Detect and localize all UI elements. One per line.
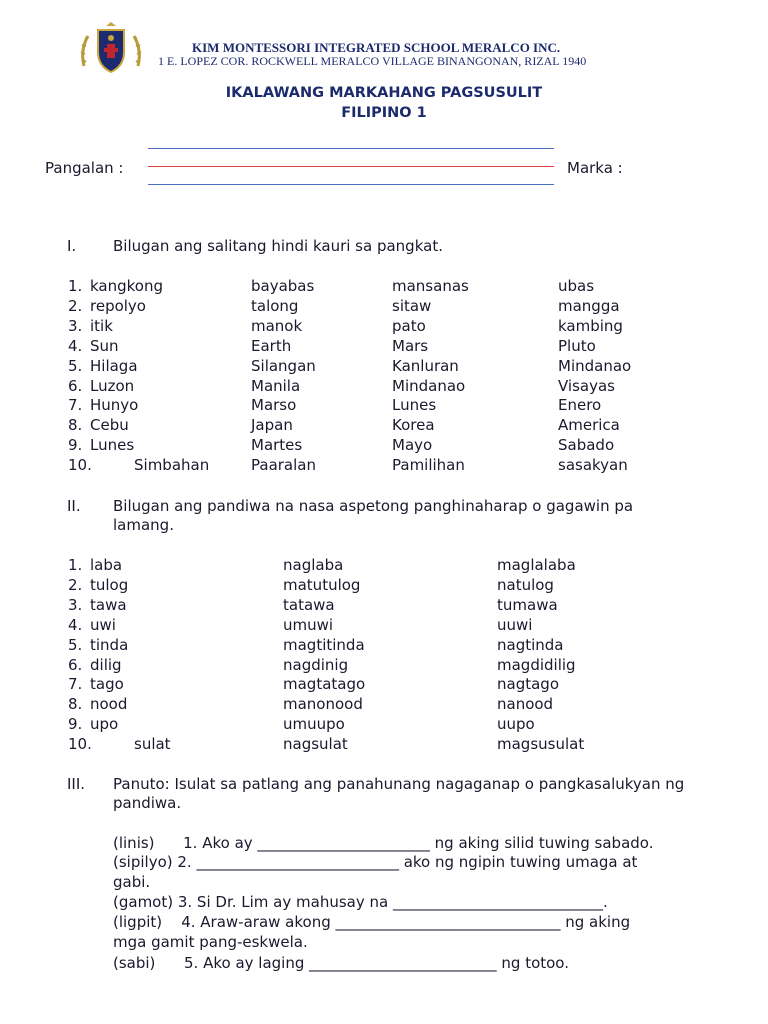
section2-choice[interactable]: umuupo	[283, 715, 345, 734]
section1-choice[interactable]: pato	[392, 316, 426, 335]
fill-item-2-continuation: gabi.	[113, 873, 151, 891]
section1-choice[interactable]: kangkong	[90, 277, 164, 295]
section1-choice[interactable]: Marso	[251, 396, 297, 415]
section3-instruction-line2: pandiwa.	[113, 794, 182, 812]
score-label: Marka :	[567, 159, 623, 177]
fill-item-2[interactable]: (sipilyo) 2. ___________________________ ako ng ngipin tuwing umaga at	[113, 853, 638, 871]
section2-item-number: 6.	[68, 655, 83, 674]
section2-item-number: 7.	[68, 675, 83, 694]
section1-choice[interactable]: Lunes	[392, 396, 437, 415]
section1-number: I.	[67, 237, 77, 255]
section2-choice[interactable]: manonood	[283, 695, 363, 714]
section1-choice[interactable]: Mindanao	[392, 376, 466, 395]
section1-item-number: 5.	[68, 356, 83, 375]
section2-choice[interactable]: matutulog	[283, 575, 361, 594]
section2-choice[interactable]: naglaba	[283, 556, 344, 574]
exam-title: IKALAWANG MARKAHANG PAGSUSULIT	[225, 85, 543, 101]
section1-choice[interactable]: mansanas	[392, 277, 469, 295]
section2-instruction-line2: lamang.	[113, 516, 174, 534]
section1-choice[interactable]: Mars	[392, 336, 429, 355]
name-line-bottom	[148, 184, 554, 185]
section1-choice[interactable]: sasakyan	[558, 456, 628, 475]
fill-item-4-continuation: mga gamit pang-eskwela.	[113, 933, 308, 951]
section2-choice[interactable]: magtitinda	[283, 635, 365, 654]
section2-choice[interactable]: tulog	[90, 575, 129, 594]
section2-choice[interactable]: tawa	[90, 595, 127, 614]
section2-choice[interactable]: magdidilig	[497, 655, 576, 674]
school-name: KIM MONTESSORI INTEGRATED SCHOOL MERALCO INC.	[192, 40, 561, 55]
section1-item-number: 1.	[68, 277, 83, 295]
section1-choice[interactable]: Martes	[251, 436, 303, 455]
name-label: Pangalan :	[45, 159, 124, 177]
section2-choice[interactable]: maglalaba	[497, 556, 576, 574]
section1-choice[interactable]: Silangan	[251, 356, 316, 375]
section2-choice[interactable]: nagdinig	[283, 655, 349, 674]
section1-choice[interactable]: sitaw	[392, 296, 432, 315]
section2-item-number: 1.	[68, 556, 83, 574]
section1-choice[interactable]: Cebu	[90, 416, 129, 435]
section2-choice[interactable]: magtatago	[283, 675, 366, 694]
section2-item-number: 9.	[68, 715, 83, 734]
section1-item-number: 10.	[68, 456, 92, 475]
section1-choice[interactable]: itik	[90, 316, 113, 335]
section2-item-number: 4.	[68, 615, 83, 634]
section2-choice[interactable]: uuwi	[497, 615, 533, 634]
section1-choice[interactable]: mangga	[558, 296, 620, 315]
section1-item-number: 8.	[68, 416, 83, 435]
section2-choice[interactable]: nagtinda	[497, 635, 564, 654]
section2-choice[interactable]: tinda	[90, 635, 129, 654]
section2-choice[interactable]: uupo	[497, 715, 535, 734]
section1-instruction: Bilugan ang salitang hindi kauri sa pangkat.	[113, 237, 443, 255]
section2-item-number: 3.	[68, 595, 83, 614]
section1-item-number: 7.	[68, 396, 83, 415]
fill-item-3[interactable]: (gamot) 3. Si Dr. Lim ay mahusay na ____________________________.	[113, 893, 608, 911]
section1-choice[interactable]: manok	[251, 316, 303, 335]
section1-choice[interactable]: Pamilihan	[392, 456, 465, 475]
section1-choice[interactable]: kambing	[558, 316, 623, 335]
subject-title: FILIPINO 1	[341, 105, 427, 121]
section2-choice[interactable]: nagsulat	[283, 735, 348, 754]
section1-choice[interactable]: America	[558, 416, 620, 435]
section2-number: II.	[67, 497, 81, 515]
section2-choice[interactable]: dilig	[90, 655, 122, 674]
section1-choice[interactable]: talong	[251, 296, 299, 315]
section2-choice[interactable]: tatawa	[283, 595, 335, 614]
section1-choice[interactable]: Kanluran	[392, 356, 459, 375]
section1-choice[interactable]: Pluto	[558, 336, 596, 355]
fill-item-4[interactable]: (ligpit) 4. Araw-araw akong ______________________________ ng aking	[113, 913, 631, 931]
school-logo	[78, 22, 144, 78]
section2-choice[interactable]: upo	[90, 715, 119, 734]
section1-choice[interactable]: Mayo	[392, 436, 433, 455]
section1-choice[interactable]: Simbahan	[134, 456, 210, 475]
section1-item-number: 6.	[68, 376, 83, 395]
section2-choice[interactable]: uwi	[90, 615, 116, 634]
fill-item-5[interactable]: (sabi) 5. Ako ay laging _________________________ ng totoo.	[113, 954, 569, 972]
section2-item-number: 2.	[68, 575, 83, 594]
section1-choice[interactable]: bayabas	[251, 277, 315, 295]
section1-choice[interactable]: Luzon	[90, 376, 135, 395]
section2-choice[interactable]: tago	[90, 675, 124, 694]
section1-choice[interactable]: Japan	[251, 416, 293, 435]
section1-item-number: 4.	[68, 336, 83, 355]
school-address: 1 E. LOPEZ COR. ROCKWELL MERALCO VILLAGE BINANGONAN, RIZAL 1940	[158, 54, 587, 68]
section1-item-number: 2.	[68, 296, 83, 315]
section2-choice[interactable]: nood	[90, 695, 128, 714]
section2-choice[interactable]: nagtago	[497, 675, 559, 694]
section1-choice[interactable]: Hilaga	[90, 356, 138, 375]
section1-choice[interactable]: Paaralan	[251, 456, 316, 475]
section2-choice[interactable]: umuwi	[283, 615, 334, 634]
fill-item-1[interactable]: (linis) 1. Ako ay _______________________ ng aking silid tuwing sabado.	[113, 834, 654, 852]
section2-instruction-line1: Bilugan ang pandiwa na nasa aspetong panghinaharap o gagawin pa	[113, 497, 634, 515]
section2-choice[interactable]: magsusulat	[497, 735, 585, 754]
section1-item-number: 3.	[68, 316, 83, 335]
section2-choice[interactable]: nanood	[497, 695, 554, 714]
section1-choice[interactable]: Sabado	[558, 436, 615, 455]
section1-choice[interactable]: Mindanao	[558, 356, 632, 375]
section2-item-number: 8.	[68, 695, 83, 714]
section1-item-number: 9.	[68, 436, 83, 455]
name-field[interactable]	[148, 166, 554, 167]
section1-choice[interactable]: Lunes	[90, 436, 135, 455]
name-line-top	[148, 148, 554, 149]
section3-number: III.	[67, 775, 86, 793]
section2-choice[interactable]: tumawa	[497, 595, 558, 614]
section1-choice[interactable]: ubas	[558, 277, 595, 295]
section1-choice[interactable]: repolyo	[90, 296, 146, 315]
section2-item-number: 10.	[68, 735, 92, 754]
section2-choice[interactable]: sulat	[134, 735, 171, 754]
section1-choice[interactable]: Hunyo	[90, 396, 139, 415]
section1-choice[interactable]: Enero	[558, 396, 602, 415]
section1-choice[interactable]: Korea	[392, 416, 435, 435]
section1-choice[interactable]: Manila	[251, 376, 301, 395]
section2-item-number: 5.	[68, 635, 83, 654]
section1-choice[interactable]: Sun	[90, 336, 119, 355]
section2-choice[interactable]: natulog	[497, 575, 554, 594]
section1-choice[interactable]: Visayas	[558, 376, 615, 395]
section2-choice[interactable]: laba	[90, 556, 123, 574]
section3-instruction-line1: Panuto: Isulat sa patlang ang panahunang nagaganap o pangkasalukyan ng	[113, 775, 685, 793]
section1-choice[interactable]: Earth	[251, 336, 292, 355]
